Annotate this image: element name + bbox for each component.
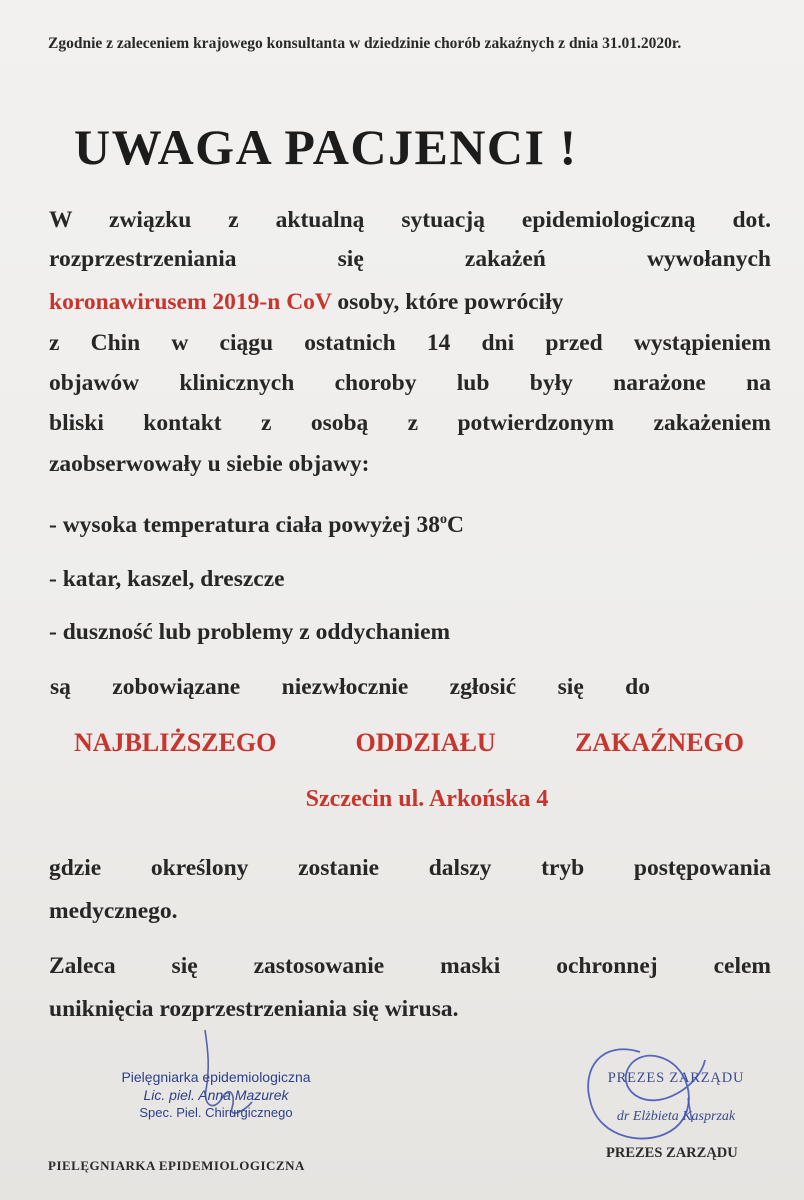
body-line-1: W związku z aktualną sytuacją epidemiologiczną dot.: [49, 207, 771, 233]
ward-address: Szczecin ul. Arkońska 4: [305, 786, 549, 812]
body-line-4: z Chin w ciągu ostatnich 14 dni przed wystąpieniem: [49, 330, 771, 356]
further-line-2: medycznego.: [49, 898, 178, 924]
symptom-fever-text: - wysoka temperatura ciała powyżej 38: [49, 512, 440, 538]
body-line-5: objawów klinicznych choroby lub były narażone na: [49, 370, 771, 396]
degree-mark: o: [439, 512, 447, 528]
symptom-item-fever: [49, 512, 771, 539]
temperature-unit: C: [446, 512, 464, 538]
body-line-3: [49, 289, 771, 316]
page-title: UWAGA PACJENCI !: [74, 119, 578, 175]
recommendation-line-1: Zaleca się zastosowanie maski ochronnej celem: [49, 953, 771, 979]
obligation-text: są zobowiązane niezwłocznie zgłosić się do: [50, 674, 650, 700]
body-line-3-rest: osoby, które powróciły: [331, 289, 564, 315]
symptom-item-cold: - katar, kaszel, dreszcze: [49, 566, 285, 592]
body-line-6: bliski kontakt z osobą z potwierdzonym zakażeniem: [49, 410, 771, 436]
further-line-1: gdzie określony zostanie dalszy tryb postępowania: [49, 855, 771, 881]
nurse-stamp-name: Lic. piel. Anna Mazurek: [143, 1087, 289, 1103]
ward-name: NAJBLIŻSZEGO ODDZIAŁU ZAKAŹNEGO: [74, 728, 744, 757]
president-stamp: [586, 1070, 766, 1125]
symptom-item-breathing: - duszność lub problemy z oddychaniem: [49, 619, 451, 645]
header-note: Zgodnie z zaleceniem krajowego konsultanta w dziedzinie chorób zakaźnych z dnia 31.01.2020r.: [48, 35, 682, 52]
president-stamp-name: dr Elżbieta Kasprzak: [616, 1109, 736, 1124]
nurse-stamp-role: Pielęgniarka epidemiologiczna: [121, 1069, 311, 1085]
nurse-stamp: [96, 1068, 336, 1121]
president-stamp-role: PREZES ZARZĄDU: [607, 1070, 745, 1086]
nurse-title: PIELĘGNIARKA EPIDEMIOLOGICZNA: [48, 1158, 305, 1173]
virus-name-highlight: koronawirusem 2019-n CoV: [49, 289, 332, 315]
body-line-2: rozprzestrzeniania się zakażeń wywołanych: [49, 246, 771, 272]
nurse-stamp-specialty: Spec. Piel. Chirurgicznego: [139, 1105, 293, 1120]
body-line-7: zaobserwowały u siebie objawy:: [49, 451, 370, 477]
president-title: PREZES ZARZĄDU: [606, 1145, 738, 1161]
recommendation-line-2: uniknięcia rozprzestrzeniania się wirusa.: [49, 996, 459, 1022]
